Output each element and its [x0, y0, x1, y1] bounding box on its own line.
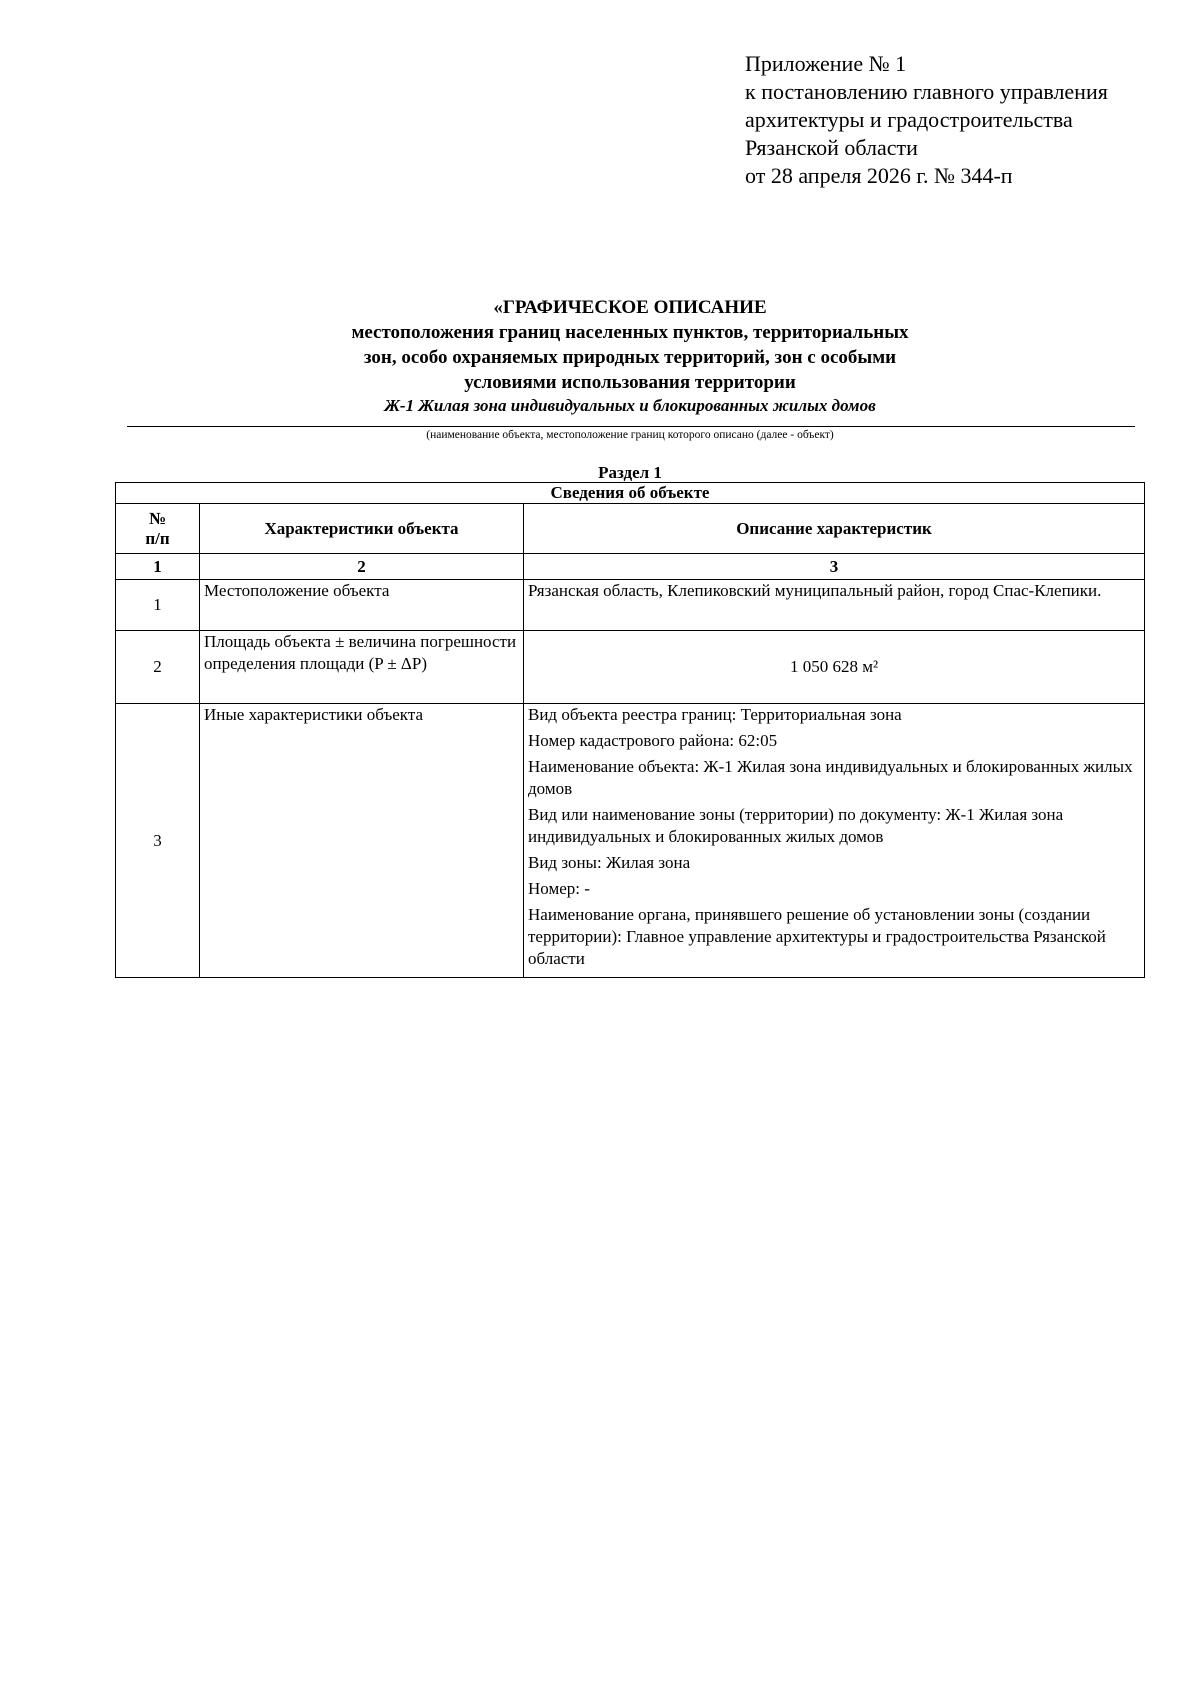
object-caption: (наименование объекта, местоположение границ которого описано (далее - объект) — [426, 429, 834, 441]
description-line: Вид объекта реестра границ: Территориальная зона — [528, 705, 902, 724]
header-characteristics: Характеристики объекта — [200, 504, 524, 554]
appendix-header — [745, 50, 1108, 190]
appendix-line: Рязанской области — [745, 135, 918, 160]
title-sub: условиями использования территории — [464, 372, 796, 393]
column-number: 3 — [524, 554, 1145, 580]
row-number: 1 — [116, 580, 200, 631]
object-info-table — [115, 482, 1145, 978]
title-sub: местоположения границ населенных пунктов, территориальных — [351, 322, 909, 343]
header-description: Описание характеристик — [524, 504, 1145, 554]
row-characteristic: Местоположение объекта — [200, 580, 524, 631]
divider-line — [127, 426, 1135, 427]
appendix-line: Приложение № 1 — [745, 51, 907, 76]
title-sub: зон, особо охраняемых природных территорий, зон с особыми — [363, 347, 897, 368]
object-name: Ж-1 Жилая зона индивидуальных и блокированных жилых домов — [384, 396, 876, 415]
header-num-line: № — [148, 508, 167, 528]
section-label: Раздел 1 — [598, 463, 662, 482]
header-num — [116, 504, 200, 554]
row-description: 1 050 628 м² — [524, 631, 1145, 704]
row-characteristic: Площадь объекта ± величина погрешности определения площади (P ± ΔP) — [200, 631, 524, 704]
description-line: Наименование объекта: Ж-1 Жилая зона индивидуальных и блокированных жилых домов — [528, 757, 1133, 798]
description-line: Номер: - — [528, 879, 590, 898]
row-number: 3 — [116, 704, 200, 978]
row-description: Рязанская область, Клепиковский муниципальный район, город Спас-Клепики. — [524, 580, 1145, 631]
appendix-line: от 28 апреля 2026 г. № 344-п — [745, 163, 1013, 188]
column-number: 1 — [116, 554, 200, 580]
header-num-line: п/п — [145, 528, 170, 548]
table-title: Сведения об объекте — [116, 483, 1145, 504]
description-line: Номер кадастрового района: 62:05 — [528, 731, 778, 750]
title-main: «ГРАФИЧЕСКОЕ ОПИСАНИЕ — [493, 297, 767, 318]
table-row — [116, 580, 1145, 631]
column-number: 2 — [200, 554, 524, 580]
row-number: 2 — [116, 631, 200, 704]
document-title — [0, 295, 1200, 417]
description-line: Вид зоны: Жилая зона — [528, 853, 691, 872]
row-characteristic: Иные характеристики объекта — [200, 704, 524, 978]
row-description — [524, 704, 1145, 978]
appendix-line: архитектуры и градостроительства — [745, 107, 1073, 132]
table-row — [116, 631, 1145, 704]
appendix-line: к постановлению главного управления — [745, 79, 1108, 104]
description-line: Наименование органа, принявшего решение об установлении зоны (создании территории): Главное управление архитектуры и градостроительства Рязанской области — [528, 905, 1106, 968]
description-line: Вид или наименование зоны (территории) по документу: Ж-1 Жилая зона индивидуальных и блокированных жилых домов — [528, 805, 1064, 846]
table-row — [116, 704, 1145, 978]
